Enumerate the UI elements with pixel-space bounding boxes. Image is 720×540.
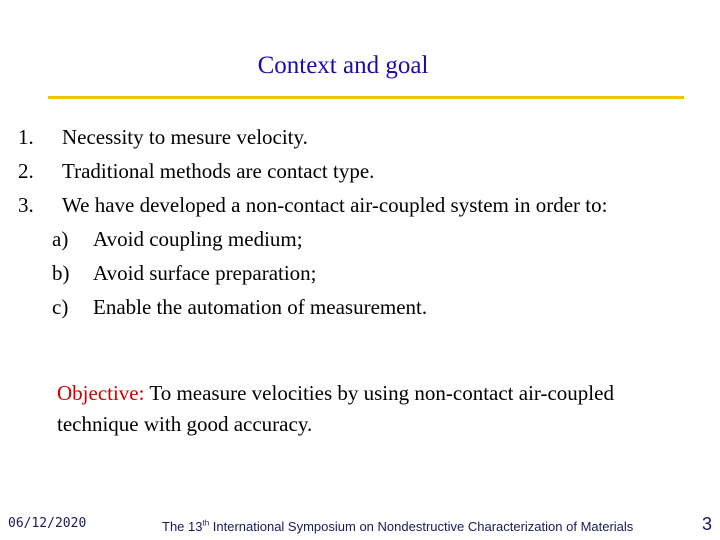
page-number: 3 [701, 514, 712, 534]
list-item-marker: 3. [18, 193, 34, 217]
list-item-text: Traditional methods are contact type. [62, 159, 375, 183]
sub-list-item-text: Avoid surface preparation; [93, 261, 317, 285]
footer-conference-ordinal: th [202, 518, 210, 528]
list-item-text: We have developed a non-contact air-coupled system in order to: [62, 193, 608, 217]
objective-text: To measure velocities by using non-contact air-coupled technique with good accuracy. [57, 381, 614, 436]
list-item-text: Necessity to mesure velocity. [62, 125, 308, 149]
sub-list-item-marker: a) [52, 227, 69, 251]
sub-list-item-text: Enable the automation of measurement. [93, 295, 428, 319]
footer-conference [162, 519, 633, 534]
objective-label: Objective: [57, 381, 145, 405]
objective-statement [57, 378, 617, 440]
title-divider [48, 96, 684, 99]
sub-list-item-marker: b) [52, 261, 70, 285]
list-item-marker: 1. [18, 125, 34, 149]
footer-conference-suffix: International Symposium on Nondestructive Characterization of Materials [209, 519, 634, 534]
slide-title: Context and goal [257, 52, 429, 79]
sub-list-item-marker: c) [52, 295, 69, 319]
footer-conference-prefix: The 13 [162, 519, 203, 534]
footer-date: 06/12/2020 [8, 516, 87, 531]
list-item-marker: 2. [18, 159, 34, 183]
sub-list-item-text: Avoid coupling medium; [93, 227, 303, 251]
